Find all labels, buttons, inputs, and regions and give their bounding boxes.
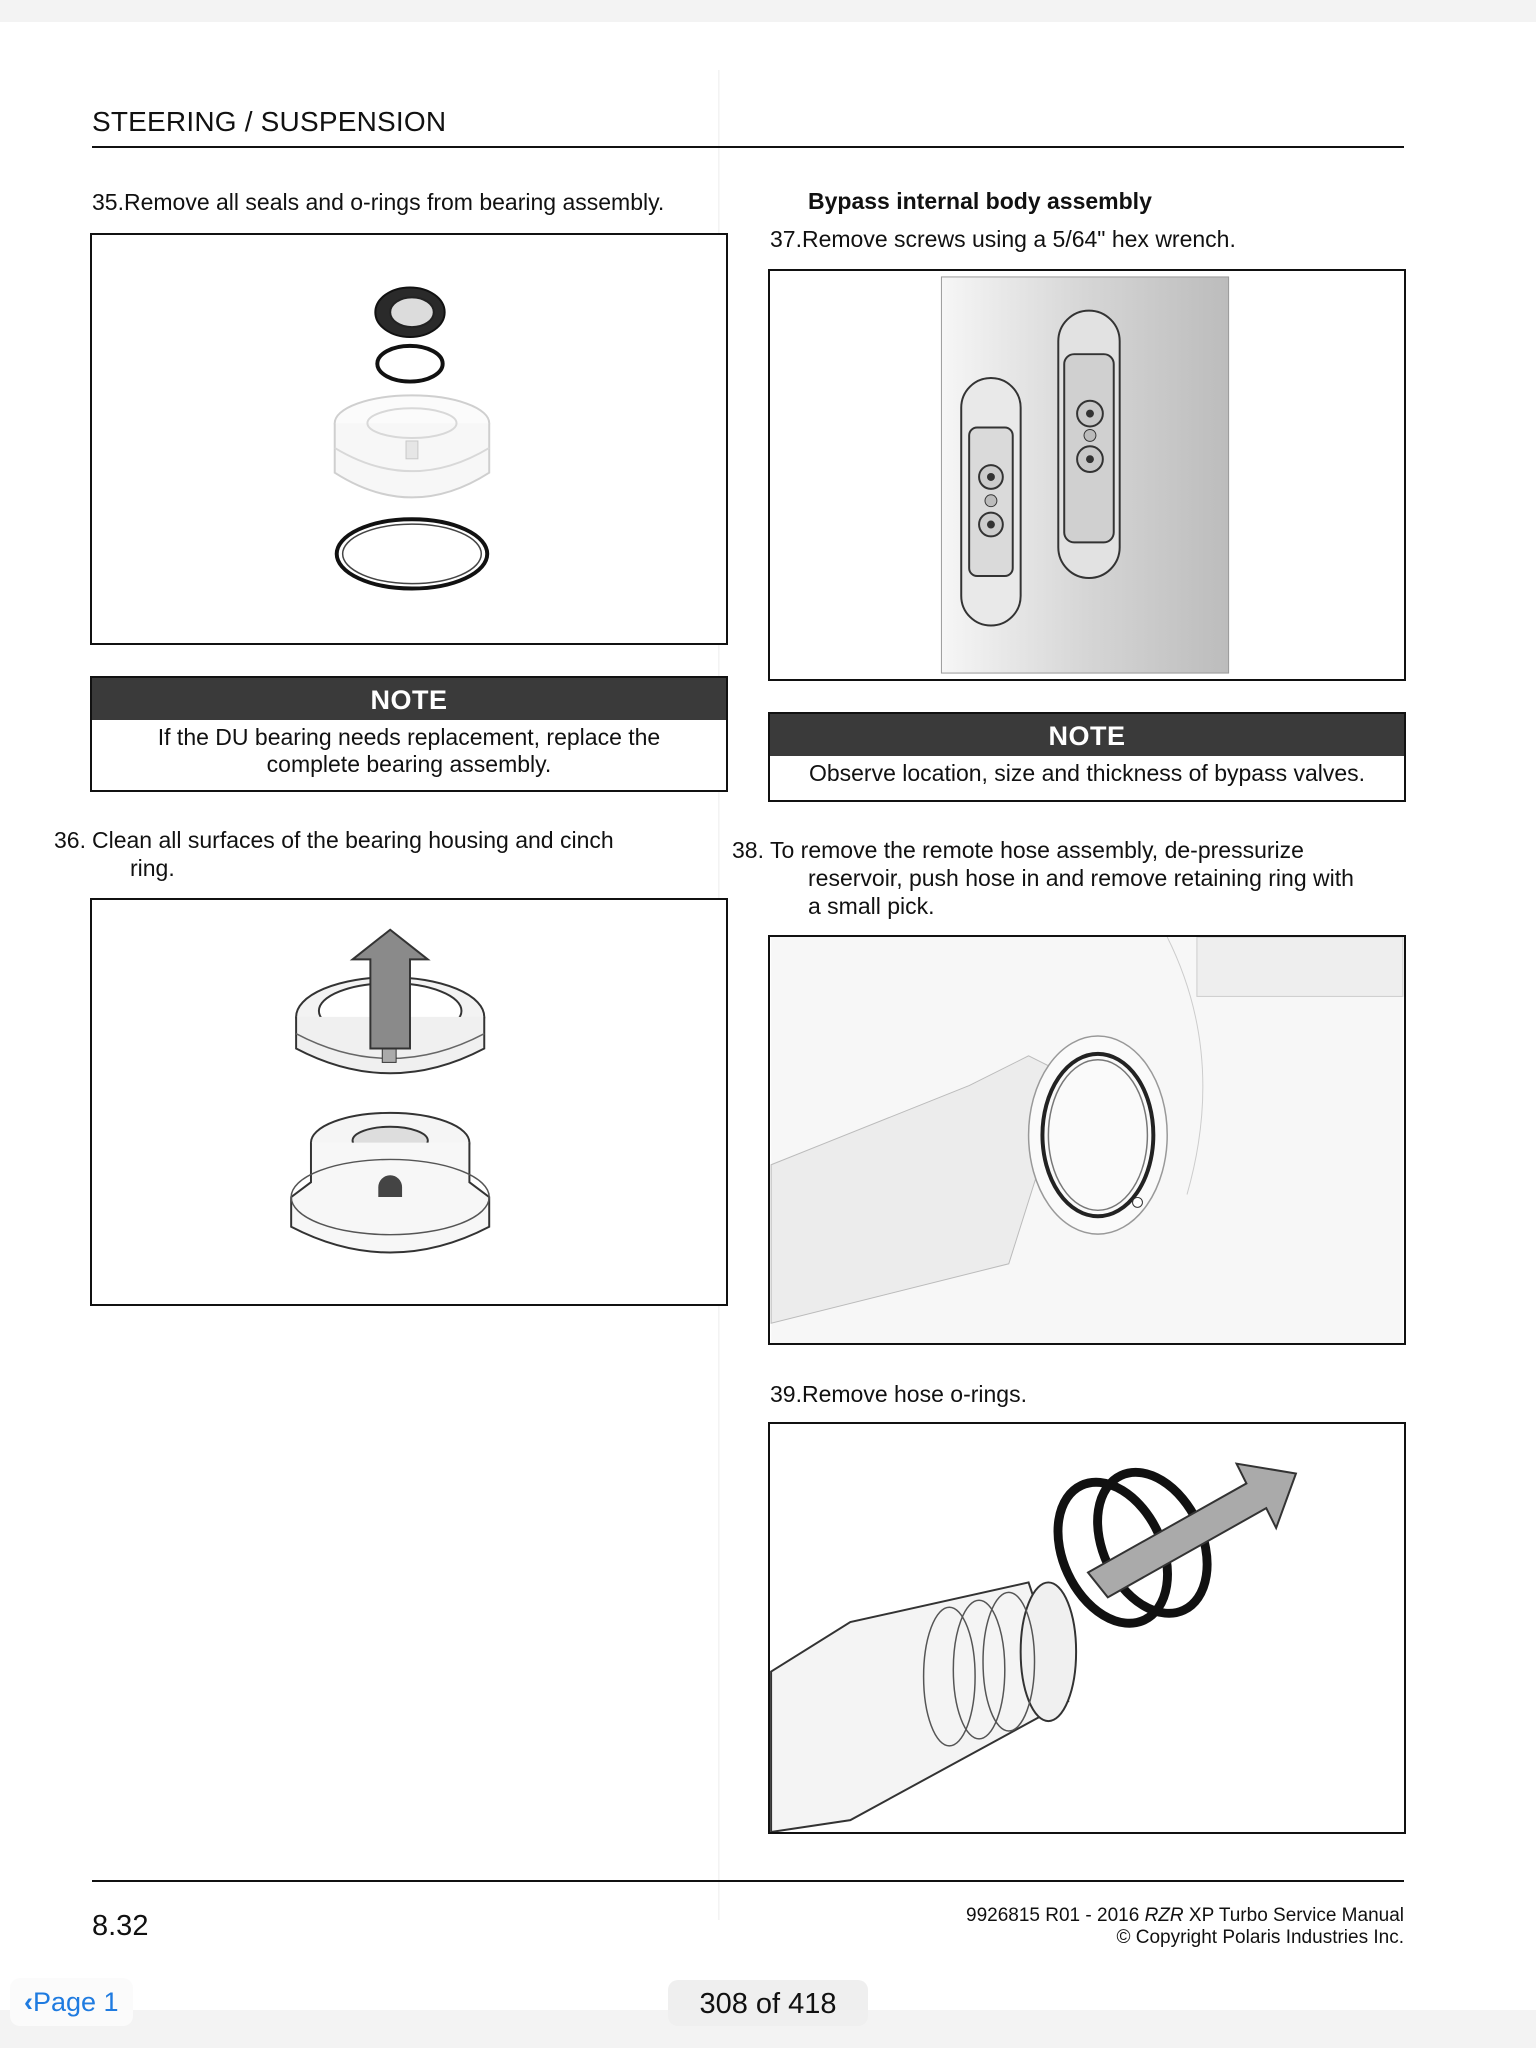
note-title: NOTE <box>92 678 726 720</box>
manual-prefix: 9926815 R01 - 2016 <box>966 1905 1145 1926</box>
note-title: NOTE <box>770 714 1404 756</box>
manual-model: RZR <box>1144 1905 1184 1926</box>
note-body: Observe location, size and thickness of bypass valves. <box>808 760 1366 786</box>
step-36 <box>92 826 770 882</box>
page-number: 8.32 <box>92 1910 149 1942</box>
step-number: 39. <box>770 1381 802 1407</box>
hose-orings-illustration <box>770 1424 1404 1832</box>
step-number: 35. <box>92 189 124 215</box>
manual-footer <box>966 1905 1404 1949</box>
step-text: Remove all seals and o-rings from bearing assembly. <box>123 189 665 215</box>
header-rule <box>92 146 1404 148</box>
manual-title <box>966 1905 1404 1927</box>
step-39 <box>770 1380 1027 1408</box>
subhead-bypass: Bypass internal body assembly <box>808 188 1152 214</box>
cinch-ring-illustration <box>92 900 726 1304</box>
figure-bearing-seals <box>90 233 728 645</box>
figure-remote-hose <box>768 935 1406 1345</box>
section-title: STEERING / SUSPENSION <box>92 106 447 137</box>
figure-hose-orings <box>768 1422 1406 1834</box>
page-counter: 308 of 418 <box>668 1980 868 2026</box>
note-bypass-valves <box>768 712 1406 802</box>
figure-bypass-screws <box>768 269 1406 681</box>
copyright: © Copyright Polaris Industries Inc. <box>1116 1927 1404 1948</box>
figure-cinch-ring <box>90 898 728 1306</box>
step-37 <box>770 225 1236 253</box>
step-38 <box>770 836 1448 920</box>
bypass-screws-illustration <box>770 271 1404 679</box>
bearing-seals-illustration <box>92 235 726 643</box>
step-text: Clean all surfaces of the bearing housing and cinch <box>92 827 614 853</box>
step-number: 37. <box>770 226 802 252</box>
step-text: To remove the remote hose assembly, de-pressurize <box>770 837 1304 863</box>
note-body <box>92 720 726 778</box>
note-du-bearing <box>90 676 728 792</box>
footer-rule <box>92 1880 1404 1882</box>
chevron-left-icon: ‹ <box>24 1987 33 2017</box>
step-text-cont: reservoir, push hose in and remove retaining ring with <box>808 865 1354 891</box>
step-35 <box>92 188 664 216</box>
step-text-cont: ring. <box>130 855 175 881</box>
back-to-page-button[interactable] <box>10 1978 133 2026</box>
remote-hose-illustration <box>770 937 1404 1343</box>
manual-suffix: XP Turbo Service Manual <box>1183 1905 1404 1926</box>
note-line: If the DU bearing needs replacement, replace the <box>157 724 661 750</box>
step-text: Remove hose o-rings. <box>801 1381 1027 1407</box>
step-text: Remove screws using a 5/64" hex wrench. <box>801 226 1236 252</box>
step-text-cont: a small pick. <box>808 893 935 919</box>
note-line: complete bearing assembly. <box>266 751 552 777</box>
back-label: Page 1 <box>33 1987 119 2017</box>
